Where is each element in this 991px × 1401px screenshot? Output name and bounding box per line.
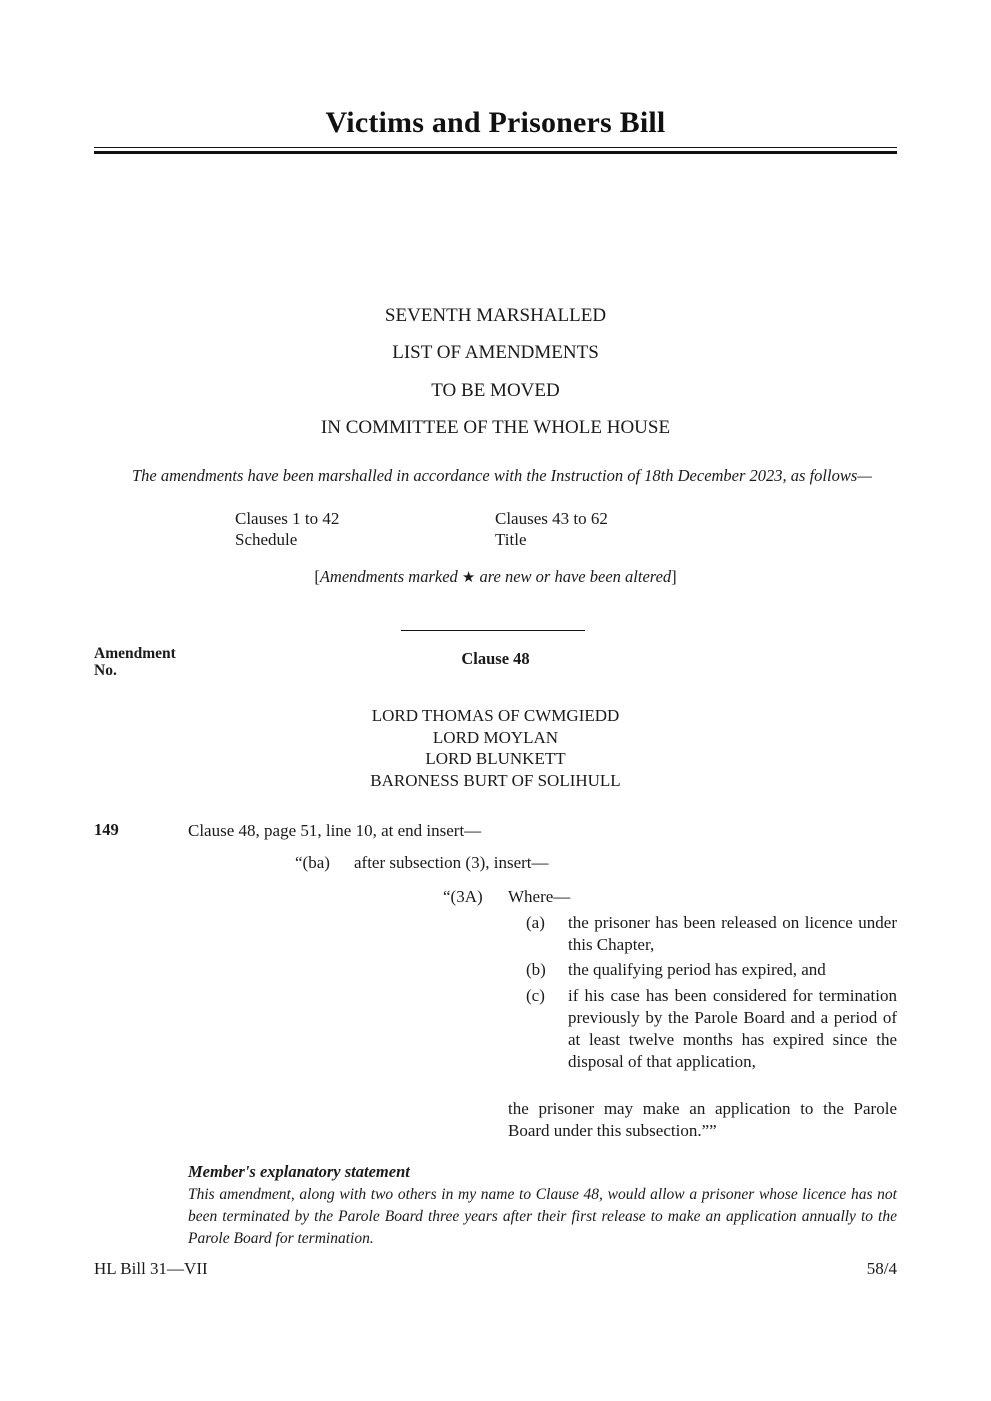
marshal-item-title: Title bbox=[495, 530, 527, 549]
item-text-c: if his case has been considered for termination previously by the Parole Board and a period of at least twelve months has expired since the disposal of that application, bbox=[568, 986, 897, 1071]
amendment-instruction: Clause 48, page 51, line 10, at end insert— bbox=[188, 821, 482, 840]
heading-line-2: LIST OF AMENDMENTS bbox=[392, 342, 599, 363]
subsection-lead: Where— bbox=[508, 887, 571, 906]
title-rule-thick bbox=[94, 151, 897, 154]
heading-line-1: SEVENTH MARSHALLED bbox=[384, 305, 607, 326]
amendment-number: 149 bbox=[94, 820, 119, 839]
amendment-label-line1: Amendment bbox=[94, 645, 176, 662]
clause-heading: Clause 48 bbox=[461, 649, 530, 668]
marshalling-intro: The amendments have been marshalled in accordance with the Instruction of 18th December 2023, as follows— bbox=[132, 466, 872, 485]
star-icon: ★ bbox=[461, 568, 476, 586]
bill-reference: HL Bill 31—VII bbox=[94, 1259, 208, 1278]
altered-amendments-note bbox=[94, 567, 897, 587]
section-divider bbox=[401, 630, 585, 631]
marshal-item-clauses-43-62: Clauses 43 to 62 bbox=[495, 509, 608, 528]
item-label-b: (b) bbox=[526, 960, 546, 979]
item-text-b: the qualifying period has expired, and bbox=[568, 960, 826, 979]
subsection-label: “(3A) bbox=[443, 887, 483, 906]
paragraph-label: “(ba) bbox=[295, 853, 330, 872]
sponsor-name: LORD THOMAS OF CWMGIEDD bbox=[371, 706, 620, 725]
sponsor-name: LORD MOYLAN bbox=[432, 727, 559, 747]
sponsors-list bbox=[94, 705, 897, 791]
marshal-item-schedule: Schedule bbox=[235, 530, 298, 549]
title-rule-thin bbox=[94, 147, 897, 148]
explanatory-statement-heading: Member's explanatory statement bbox=[188, 1162, 410, 1181]
item-label-a: (a) bbox=[526, 913, 545, 932]
sponsor-name: BARONESS BURT OF SOLIHULL bbox=[370, 770, 621, 790]
page-reference: 58/4 bbox=[866, 1259, 897, 1278]
note-text-before: Amendments marked bbox=[319, 567, 462, 586]
sponsor-name: LORD BLUNKETT bbox=[425, 749, 566, 768]
paragraph-text: after subsection (3), insert— bbox=[354, 853, 549, 872]
note-open-bracket: [ bbox=[314, 567, 320, 586]
subsection-conclusion: the prisoner may make an application to the Parole Board under this subsection.”” bbox=[508, 1099, 897, 1140]
document-title: Victims and Prisoners Bill bbox=[325, 106, 666, 139]
note-text-after: are new or have been altered bbox=[475, 567, 672, 586]
explanatory-statement-text: This amendment, along with two others in my name to Clause 48, would allow a prisoner whose licence has not been terminated by the Parole Board three years after their first release to make an application annually to the Parole Board for termination. bbox=[188, 1186, 897, 1247]
item-label-c: (c) bbox=[526, 986, 545, 1005]
amendment-label-line2: No. bbox=[94, 662, 117, 679]
item-text-a: the prisoner has been released on licence under this Chapter, bbox=[568, 913, 897, 954]
marshal-item-clauses-1-42: Clauses 1 to 42 bbox=[235, 509, 340, 528]
heading-line-3: TO BE MOVED bbox=[431, 380, 560, 401]
note-close-bracket: ] bbox=[671, 567, 677, 586]
heading-line-4: IN COMMITTEE OF THE WHOLE HOUSE bbox=[320, 417, 671, 438]
